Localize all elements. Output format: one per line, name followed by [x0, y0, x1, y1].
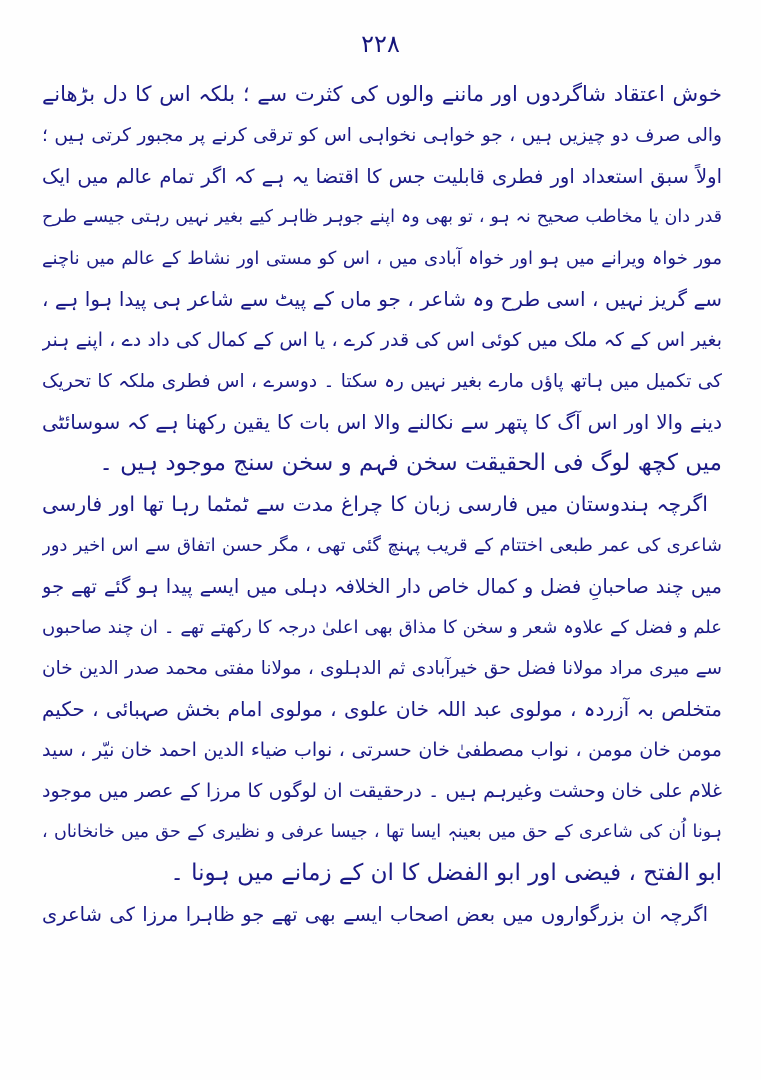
text-line: اگرچہ ہندوستان میں فارسی زبان کا چراغ مدت سے ٹمٹما رہا تھا اور فارسی [42, 492, 708, 516]
text-line: ہونا اُن کی شاعری کے حق میں بعینہٖ ایسا تھا ، جیسا عرفی و نظیری کے حق میں خانخاناں ، [42, 822, 722, 842]
text-line: قدر دان یا مخاطب صحیح نہ ہو ، تو بھی وہ اپنے جوہر ظاہر کیے بغیر نہیں رہتی جیسے طرح [42, 207, 722, 227]
text-line: ابو الفتح ، فیضی اور ابو الفضل کا ان کے زمانے میں ہونا ۔ [170, 860, 722, 886]
text-line: مومن خان مومن ، نواب مصطفیٰ خان حسرتی ، نواب ضیاء الدین احمد خان نیّر ، سید [42, 739, 722, 761]
text-line: غلام علی خان وحشت وغیرہم ہیں ۔ درحقیقت ان لوگوں کا مرزا کے عصر میں موجود [42, 780, 722, 802]
text-line: والی صرف دو چیزیں ہیں ، جو خواہی نخواہی اس کو ترقی کرنے پر مجبور کرتی ہیں ؛ [42, 125, 722, 146]
page-number: ۲۲۸ [361, 30, 400, 58]
text-line: بغیر اس کے کہ ملک میں کوئی اس کی قدر کرے ، یا اس کے کمال کی داد دے ، اپنے ہنر [42, 329, 722, 351]
text-line: شاعری کی عمر طبعی اختتام کے قریب پہنچ گئی تھی ، مگر حسن اتفاق سے اس اخیر دور [42, 535, 722, 556]
text-line: علم و فضل کے علاوہ شعر و سخن کا مذاق بھی اعلیٰ درجہ کا رکھتے تھے ۔ ان چند صاحبوں [42, 617, 722, 638]
text-line: مور خواہ ویرانے میں ہو اور خواہ آبادی میں ، اس کو مستی اور نشاط کے عالم میں ناچنے [42, 248, 722, 269]
text-line: اولاً سبق استعداد اور فطری قابلیت جس کا اقتضا یہ ہے کہ اگر تمام عالم میں ایک [42, 165, 722, 188]
text-line: خوش اعتقاد شاگردوں اور ماننے والوں کی کثرت سے ؛ بلکہ اس کا دل بڑھانے [42, 82, 722, 106]
text-line: سے گریز نہیں ، اسی طرح وہ شاعر ، جو ماں کے پیٹ سے شاعر ہی پیدا ہوا ہے ، [42, 287, 722, 311]
text-line: سے میری مراد مولانا فضل حق خیرآبادی ثم الدہلوی ، مولانا مفتی محمد صدر الدین خان [42, 658, 722, 679]
text-line: متخلص بہ آزردہ ، مولوی عبد اللہ خان علوی ، مولوی امام بخش صہبائی ، حکیم [42, 697, 722, 721]
urdu-body-text [42, 74, 722, 935]
text-line: دینے والا اور اس آگ کا پتھر سے نکالنے والا اس بات کا یقین رکھنا ہے کہ سوسائٹی [42, 410, 722, 434]
text-line: اگرچہ ان بزرگواروں میں بعض اصحاب ایسے بھی تھے جو ظاہرا مرزا کی شاعری [42, 903, 708, 926]
text-line: کی تکمیل میں ہاتھ پاؤں مارے بغیر نہیں رہ سکتا ۔ دوسرے ، اس فطری ملکہ کا تحریک [42, 371, 722, 392]
text-line: میں کچھ لوگ فی الحقیقت سخن فہم و سخن سنج موجود ہیں ۔ [99, 450, 722, 476]
text-line: میں چند صاحبانِ فضل و کمال خاص دار الخلافہ دہلی میں ایسے پیدا ہو گئے تھے جو [42, 575, 722, 598]
